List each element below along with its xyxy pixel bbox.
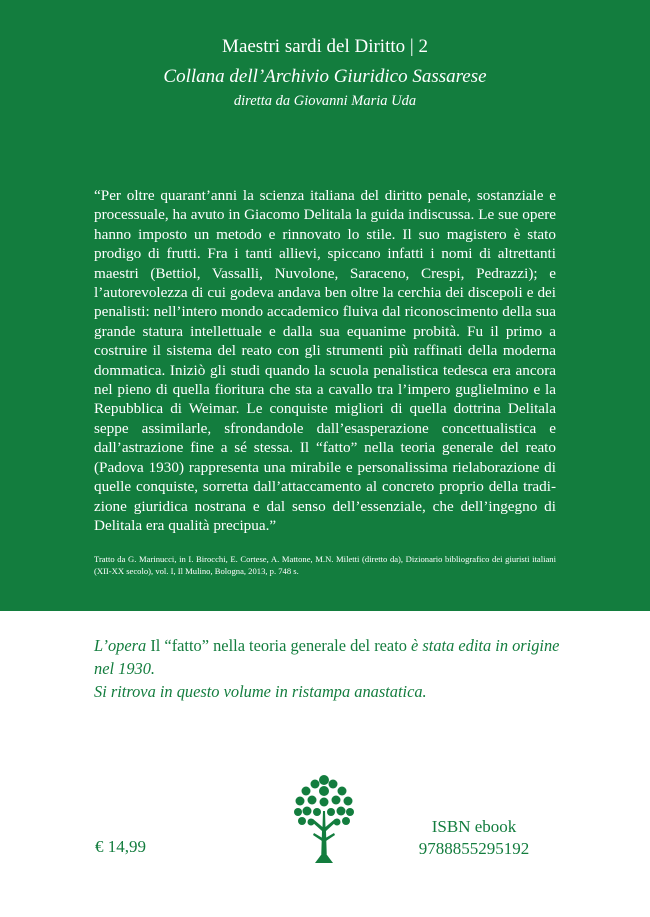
isbn-label: ISBN ebook — [431, 817, 517, 836]
quote-source: Tratto da G. Marinucci, in I. Birocchi, E. Cortese, A. Mattone, M.N. Miletti (diretto da), Dizionario bibliografico dei giuristi italiani (XII-XX secolo), vol. I, Il Mulino, Bologna, 2013, p. 748 s. — [94, 554, 556, 576]
isbn-number: 9788855295192 — [418, 839, 530, 858]
edition-note-part3: è stata edita in origine nel 1930. — [94, 636, 560, 678]
edition-note-part1: L’opera — [94, 636, 147, 655]
collection-title: Collana dell’Archivio Giuridico Sassarese — [163, 66, 487, 87]
edition-note-part4: Si ritrova in questo volume in ristampa anastatica. — [94, 682, 427, 701]
price: € 14,99 — [95, 837, 146, 856]
edition-note — [94, 634, 564, 703]
edition-note-work-title: Il “fatto” nella teoria generale del reato — [146, 636, 412, 655]
director-line: diretta da Giovanni Maria Uda — [233, 93, 417, 109]
tree-logo-icon — [291, 771, 357, 863]
series-title: Maestri sardi del Diritto | 2 — [222, 36, 428, 57]
quote-text: “Per oltre quarant’anni la scienza italiana del diritto penale, sostanziale e processuale, ha avuto in Giacomo Delitala la guida indiscussa. Le sue opere hanno imposto un metodo e rinnovato lo stile. Il suo magistero è stato prodigo di frutti. Fra i tanti allievi, spiccano infatti i nomi di altrettanti maestri (Bettiol, Vassalli, Nuvolone, Saraceno, Crespi, Pedrazzi); e l’autorevolezza di cui godeva andava ben oltre la cerchia dei discepoli e dei penalisti: nell’intero mondo accademico fluiva dal riconoscimento della sua grande statura intellettuale e dalla sua equanime probità. Fu il primo a costruire il sistema del reato con gli strumenti più raffinati della moderna dommatica. Iniziò gli studi quando la scuola penalistica tedesca era ancora nel pieno di quella fioritura che sta a cavallo tra l’impero guglielmino e la Repubblica di Weimar. Le conquiste migliori di quella dottrina Delitala seppe assimilarle, sfrondandole dall’esasperazione concettualistica e dall’astrazione fine a sé stessa. Il “fatto” nella teoria generale del reato (Padova 1930) rappresenta una mirabile e personalissima rielaborazione di quelle conquiste, sorretta dall’attaccamento al concreto proprio della tradizione giuridica nostrana e dal senso dell’essenziale, che dell’ingegno di Delitala era qualità precipua.” — [94, 187, 556, 534]
isbn-block — [399, 816, 549, 860]
